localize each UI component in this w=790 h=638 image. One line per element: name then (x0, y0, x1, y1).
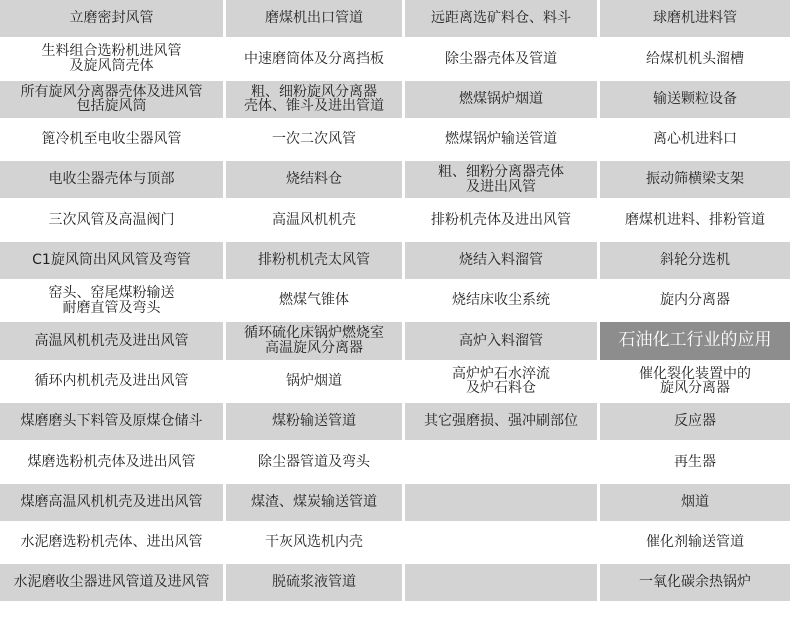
table-cell: 燃煤锅炉烟道 (405, 81, 597, 118)
table-cell: 电收尘器壳体与顶部 (0, 161, 223, 198)
table-cell (405, 564, 597, 601)
table-cell: 水泥磨收尘器进风管道及进风管 (0, 564, 223, 601)
table-cell: 高炉入料溜管 (405, 322, 597, 359)
table-cell: 催化剂输送管道 (600, 524, 790, 561)
table-cell: C1旋风筒出风风管及弯管 (0, 242, 223, 279)
table-cell: 球磨机进料管 (600, 0, 790, 37)
table-cell: 烧结床收尘系统 (405, 282, 597, 319)
table-cell: 高温风机机壳 (226, 201, 402, 238)
table-cell: 斜轮分选机 (600, 242, 790, 279)
table-cell: 烧结入料溜管 (405, 242, 597, 279)
section-heading-cell: 石油化工行业的应用 (600, 322, 790, 359)
table-cell: 篦冷机至电收尘器风管 (0, 121, 223, 158)
table-cell: 煤粉输送管道 (226, 403, 402, 440)
table-cell: 反应器 (600, 403, 790, 440)
table-cell: 除尘器管道及弯头 (226, 443, 402, 480)
table-cell: 窑头、窑尾煤粉输送 耐磨直管及弯头 (0, 282, 223, 319)
table-cell: 催化裂化装置中的 旋风分离器 (600, 363, 790, 400)
table-cell: 煤磨磨头下料管及原煤仓储斗 (0, 403, 223, 440)
table-cell: 烟道 (600, 484, 790, 521)
table-cell: 给煤机机头溜槽 (600, 40, 790, 77)
table-cell: 粗、细粉旋风分离器 壳体、锥斗及进出管道 (226, 81, 402, 118)
table-cell (405, 484, 597, 521)
table-cell: 粗、细粉分离器壳体 及进出风管 (405, 161, 597, 198)
table-cell: 煤磨选粉机壳体及进出风管 (0, 443, 223, 480)
table-cell: 中速磨筒体及分离挡板 (226, 40, 402, 77)
table-cell: 脱硫浆液管道 (226, 564, 402, 601)
table-cell: 水泥磨选粉机壳体、进出风管 (0, 524, 223, 561)
table-cell: 煤渣、煤炭输送管道 (226, 484, 402, 521)
table-cell: 磨煤机出口管道 (226, 0, 402, 37)
table-cell: 循环硫化床锅炉燃烧室 高温旋风分离器 (226, 322, 402, 359)
table-cell: 一次二次风管 (226, 121, 402, 158)
table-cell (405, 443, 597, 480)
table-cell: 高温风机机壳及进出风管 (0, 322, 223, 359)
table-cell (405, 524, 597, 561)
table-cell: 远距离选矿料仓、料斗 (405, 0, 597, 37)
table-cell: 排粉机壳体及进出风管 (405, 201, 597, 238)
table-cell: 振动筛横梁支架 (600, 161, 790, 198)
table-cell: 三次风管及高温阀门 (0, 201, 223, 238)
table-cell: 排粉机机壳太风管 (226, 242, 402, 279)
table-cell: 所有旋风分离器壳体及进风管 包括旋风筒 (0, 81, 223, 118)
table-cell: 磨煤机进料、排粉管道 (600, 201, 790, 238)
table-cell: 烧结料仓 (226, 161, 402, 198)
table-cell: 离心机进料口 (600, 121, 790, 158)
table-cell: 生料组合选粉机进风管 及旋风筒壳体 (0, 40, 223, 77)
table-cell: 煤磨高温风机机壳及进出风管 (0, 484, 223, 521)
table-cell: 燃煤锅炉输送管道 (405, 121, 597, 158)
table-cell: 立磨密封风管 (0, 0, 223, 37)
table-cell: 干灰风选机内壳 (226, 524, 402, 561)
table-cell: 除尘器壳体及管道 (405, 40, 597, 77)
table-cell: 锅炉烟道 (226, 363, 402, 400)
table-cell: 燃煤气锥体 (226, 282, 402, 319)
table-cell: 再生器 (600, 443, 790, 480)
table-cell: 其它强磨损、强冲刷部位 (405, 403, 597, 440)
table-cell: 输送颗粒设备 (600, 81, 790, 118)
table-cell: 一氧化碳余热锅炉 (600, 564, 790, 601)
table-cell: 旋内分离器 (600, 282, 790, 319)
table-cell: 高炉炉石水淬流 及炉石料仓 (405, 363, 597, 400)
table-cell: 循环内机机壳及进出风管 (0, 363, 223, 400)
